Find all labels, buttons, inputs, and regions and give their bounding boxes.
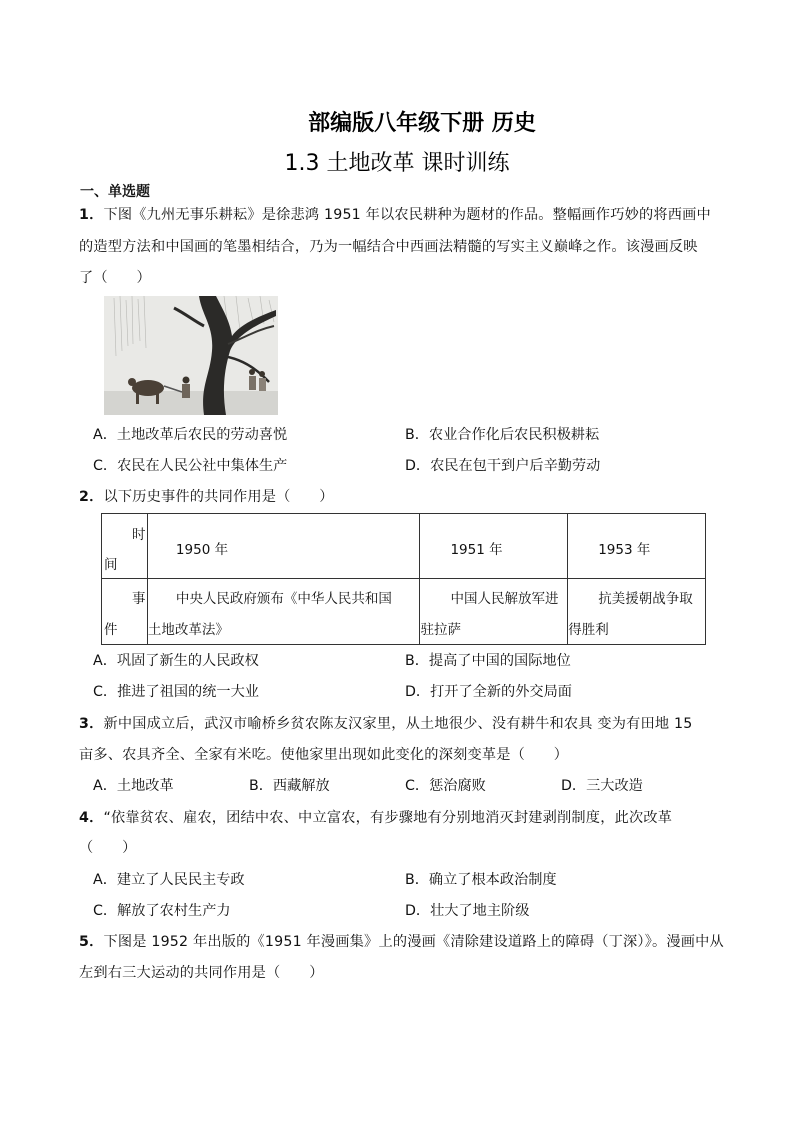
document-title: 部编版八年级下册 历史 <box>308 111 536 136</box>
question-4-option-a[interactable]: A．建立了人民民主专政 <box>93 872 245 888</box>
question-4-text-1: “依靠贫农、雇农，团结中农、中立富农，有步骤地有分别地消灭封建剥削制度，此次改革 <box>103 810 673 826</box>
question-3-number: 3． <box>79 716 104 732</box>
events-table <box>101 513 706 645</box>
table-cell-event-1950: 中央人民政府颁布《中华人民共和国 土地改革法》 <box>147 579 420 645</box>
question-5-text-1: 下图是 1952 年出版的《1951 年漫画集》上的漫画《清除建设道路上的障碍（丁深）》。漫画中从 <box>103 934 724 950</box>
question-1-line-1 <box>79 205 711 225</box>
section-heading: 一、单选题 <box>80 184 150 200</box>
table-row <box>102 579 706 645</box>
table-cell-year-1953: 1953 年 <box>568 514 706 579</box>
table-cell-year-1951: 1951 年 <box>420 514 568 579</box>
question-4-number: 4． <box>79 810 104 826</box>
question-5-line-2: 左到右三大运动的共同作用是（ ） <box>79 965 324 981</box>
question-2-option-b[interactable]: B．提高了中国的国际地位 <box>405 653 571 669</box>
question-5-line-1 <box>79 932 724 952</box>
question-3-option-c[interactable]: C．惩治腐败 <box>405 778 486 794</box>
table-cell-event-1951: 中国人民解放军进 驻拉萨 <box>420 579 568 645</box>
question-4-line-2: （ ） <box>79 840 137 856</box>
question-4-option-d[interactable]: D．壮大了地主阶级 <box>405 903 530 919</box>
table-cell-year-1950: 1950 年 <box>147 514 420 579</box>
question-2-option-d[interactable]: D．打开了全新的外交局面 <box>405 684 572 700</box>
question-3-line-2: 亩多、农具齐全、全家有米吃。使他家里出现如此变化的深刻变革是（ ） <box>79 747 569 763</box>
question-4-option-b[interactable]: B．确立了根本政治制度 <box>405 872 557 888</box>
question-2-number: 2． <box>79 489 104 505</box>
question-1-option-b[interactable]: B．农业合作化后农民积极耕耘 <box>405 427 600 443</box>
table-row <box>102 514 706 579</box>
question-2-line <box>79 487 334 507</box>
question-3-option-a[interactable]: A．土地改革 <box>93 778 174 794</box>
table-header-event: 事 件 <box>102 579 148 645</box>
table-header-time: 时 间 <box>102 514 148 579</box>
question-2-option-a[interactable]: A．巩固了新生的人民政权 <box>93 653 259 669</box>
document-subtitle: 1.3 土地改革 课时训练 <box>284 151 510 176</box>
question-1-option-c[interactable]: C．农民在人民公社中集体生产 <box>93 458 288 474</box>
question-3-option-b[interactable]: B．西藏解放 <box>249 778 330 794</box>
question-2-text: 以下历史事件的共同作用是（ ） <box>103 489 334 505</box>
question-1-text-1: 下图《九州无事乐耕耘》是徐悲鸿 1951 年以农民耕种为题材的作品。整幅画作巧妙的将西画中 <box>103 207 711 223</box>
question-3-line-1 <box>79 714 692 734</box>
question-1-line-3: 了（ ） <box>79 270 151 286</box>
question-1-number: 1． <box>79 207 104 223</box>
question-5-number: 5． <box>79 934 104 950</box>
question-3-option-d[interactable]: D．三大改造 <box>561 778 643 794</box>
question-1-option-d[interactable]: D．农民在包干到户后辛勤劳动 <box>405 458 601 474</box>
question-4-option-c[interactable]: C．解放了农村生产力 <box>93 903 231 919</box>
question-3-text-1: 新中国成立后，武汉市喻桥乡贫农陈友汉家里，从土地很少、没有耕牛和农具 变为有田地 15 <box>103 716 693 732</box>
question-2-option-c[interactable]: C．推进了祖国的统一大业 <box>93 684 259 700</box>
question-1-option-a[interactable]: A．土地改革后农民的劳动喜悦 <box>93 427 288 443</box>
question-1-line-2: 的造型方法和中国画的笔墨相结合，乃为一幅结合中西画法精髓的写实主义巅峰之作。该漫画反映 <box>79 239 698 255</box>
ink-painting-image <box>104 296 278 415</box>
question-4-line-1 <box>79 808 672 828</box>
table-cell-event-1953: 抗美援朝战争取 得胜利 <box>568 579 706 645</box>
